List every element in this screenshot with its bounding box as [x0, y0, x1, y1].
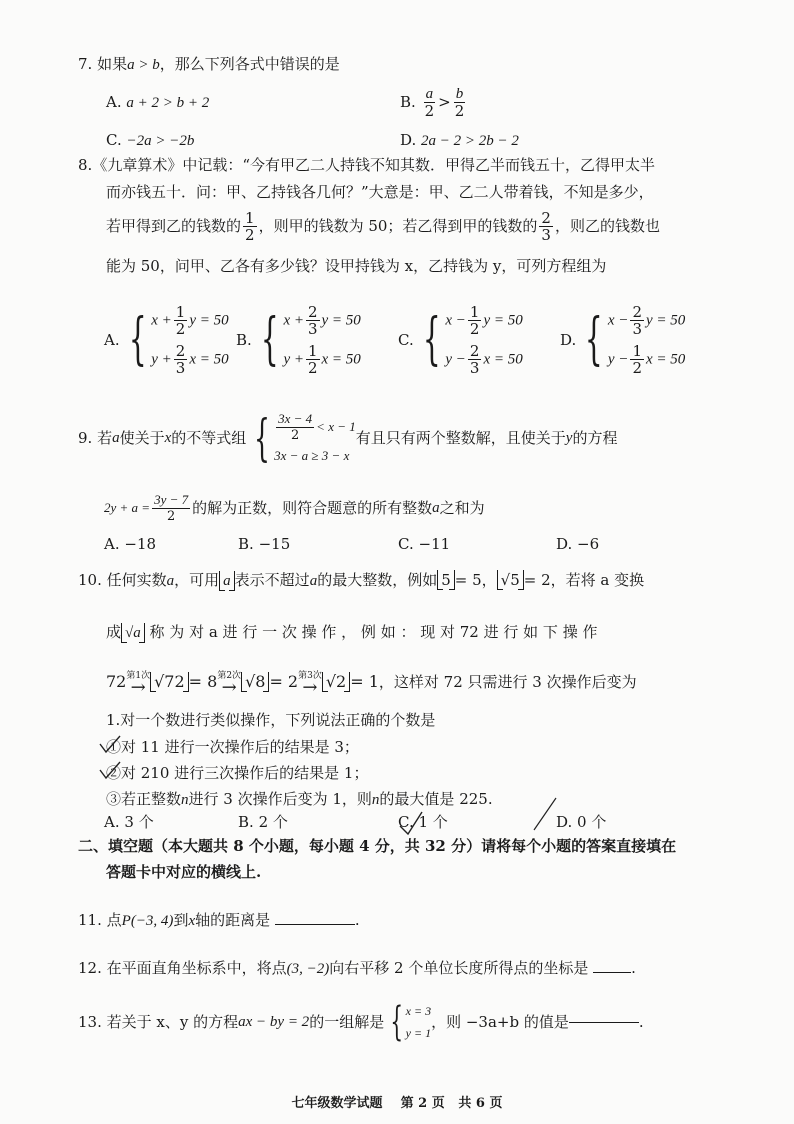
q10-line2: 成 √a 称 为 对 a 进 行 一 次 操 作 ， 例 如 ： 现 对 72 进 行 如 下 操 作 — [106, 623, 598, 641]
handwritten-strikes — [396, 790, 586, 838]
q7-option-b: B. $\frac{a}{2}$ > $\frac{b}{2}$ — [400, 85, 465, 120]
q9-stem: 9. 若 a 使关于 x 的不等式组 { $\frac{3x - 4}{2}$ < x − 1 3x − a ≥ 3 − x 有且只有两个整数解，且使关于 y 的方程 — [78, 409, 618, 467]
handwritten-checkmarks — [96, 734, 126, 794]
q10-line1: 10. 任何实数a，可用 a 表示不超过a的最大整数，例如 5 = 5， √5 = 2，若将 a 变换 — [78, 571, 645, 589]
q13-stem: 13. 若关于 x、y 的方程 ax − by = 2 的一组解是 { x = 3 y = 1 ，则 −3a+b 的值是 . — [78, 999, 644, 1045]
q7-stem: 7. 如果a > b，那么下列各式中错误的是 — [78, 55, 340, 73]
q9-option-b: B. −15 — [238, 535, 291, 553]
q11-answer-blank[interactable] — [275, 924, 355, 925]
q10-option-b: B. 2 个 — [238, 813, 288, 831]
q10-line3: 72 第1次 → √72 = 8 第2次 → √8 = 2 第3次 → √2 = 1 ，这样对 72 只需进行 3 次操作后变为 — [106, 671, 637, 698]
q8-line4: 能为 50，问甲、乙各有多少钱？设甲持钱为 x，乙持钱为 y，可列方程组为 — [106, 257, 607, 275]
q10-line4: 1.对一个数进行类似操作，下列说法正确的个数是 — [106, 711, 436, 729]
q10-option-a: A. 3 个 — [104, 813, 154, 831]
q9-option-a: A. −18 — [104, 535, 157, 553]
q7-option-a: A. a + 2 > b + 2 — [106, 93, 210, 111]
q8-option-b: B. { x + $\frac{2}{3}$ y = 50 y + $\frac{1}{2}$ x = 50 — [236, 303, 361, 377]
page-footer: 七年级数学试题 第 2 页 共 6 页 — [291, 1096, 503, 1111]
q10-option-c: C. 1 个 — [398, 813, 448, 831]
q8-option-a: A. { x + $\frac{1}{2}$ y = 50 y + $\frac{2}{3}$ x = 50 — [104, 303, 229, 377]
q12-stem: 12. 在平面直角坐标系中，将点(3, −2)向右平移 2 个单位长度所得点的坐标是 . — [78, 959, 636, 977]
q9-equation: 2y + a = $\frac{3y - 7}{2}$ 的解为正数，则符合题意的所有整数 a 之和为 — [104, 491, 485, 524]
q10-statement-1: ①对 11 进行一次操作后的结果是 3； — [106, 738, 359, 756]
q8-line3: 若甲得到乙的钱数的 $\frac{1}{2}$ ，则甲的钱数为 50；若乙得到甲的钱数的 $\frac{2}{3}$ ，则乙的钱数也 — [106, 208, 660, 244]
q9-option-d: D. −6 — [556, 535, 600, 553]
q12-answer-blank[interactable] — [593, 972, 631, 973]
q8-option-d: D. { x − $\frac{2}{3}$ y = 50 y − $\frac{1}{2}$ x = 50 — [560, 303, 686, 377]
q7-option-c: C. −2a > −2b — [106, 131, 195, 149]
q10-option-d: D. 0 个 — [556, 813, 607, 831]
q10-statement-2: ②对 210 进行三次操作后的结果是 1； — [106, 764, 369, 782]
section-2-instruction: 答题卡中对应的横线上. — [106, 863, 262, 881]
q11-stem: 11. 点P(−3, 4)到x轴的距离是 . — [78, 911, 360, 929]
q10-statement-3: ③若正整数n进行 3 次操作后变为 1，则n的最大值是 225. — [106, 790, 493, 808]
q8-line2: 而亦钱五十．问：甲、乙持钱各几何？”大意是：甲、乙二人带着钱，不知是多少， — [106, 183, 654, 201]
q8-option-c: C. { x − $\frac{1}{2}$ y = 50 y − $\frac{2}{3}$ x = 50 — [398, 303, 523, 377]
q13-answer-blank[interactable] — [569, 1022, 639, 1023]
q9-option-c: C. −11 — [398, 535, 451, 553]
section-2-heading: 二、填空题（本大题共 8 个小题，每小题 4 分，共 32 分）请将每个小题的答案直接填在 — [78, 837, 677, 855]
q8-line1: 8.《九章算术》中记载：“今有甲乙二人持钱不知其数．甲得乙半而钱五十，乙得甲太半 — [78, 156, 655, 174]
q7-option-d: D. 2a − 2 > 2b − 2 — [400, 131, 519, 149]
